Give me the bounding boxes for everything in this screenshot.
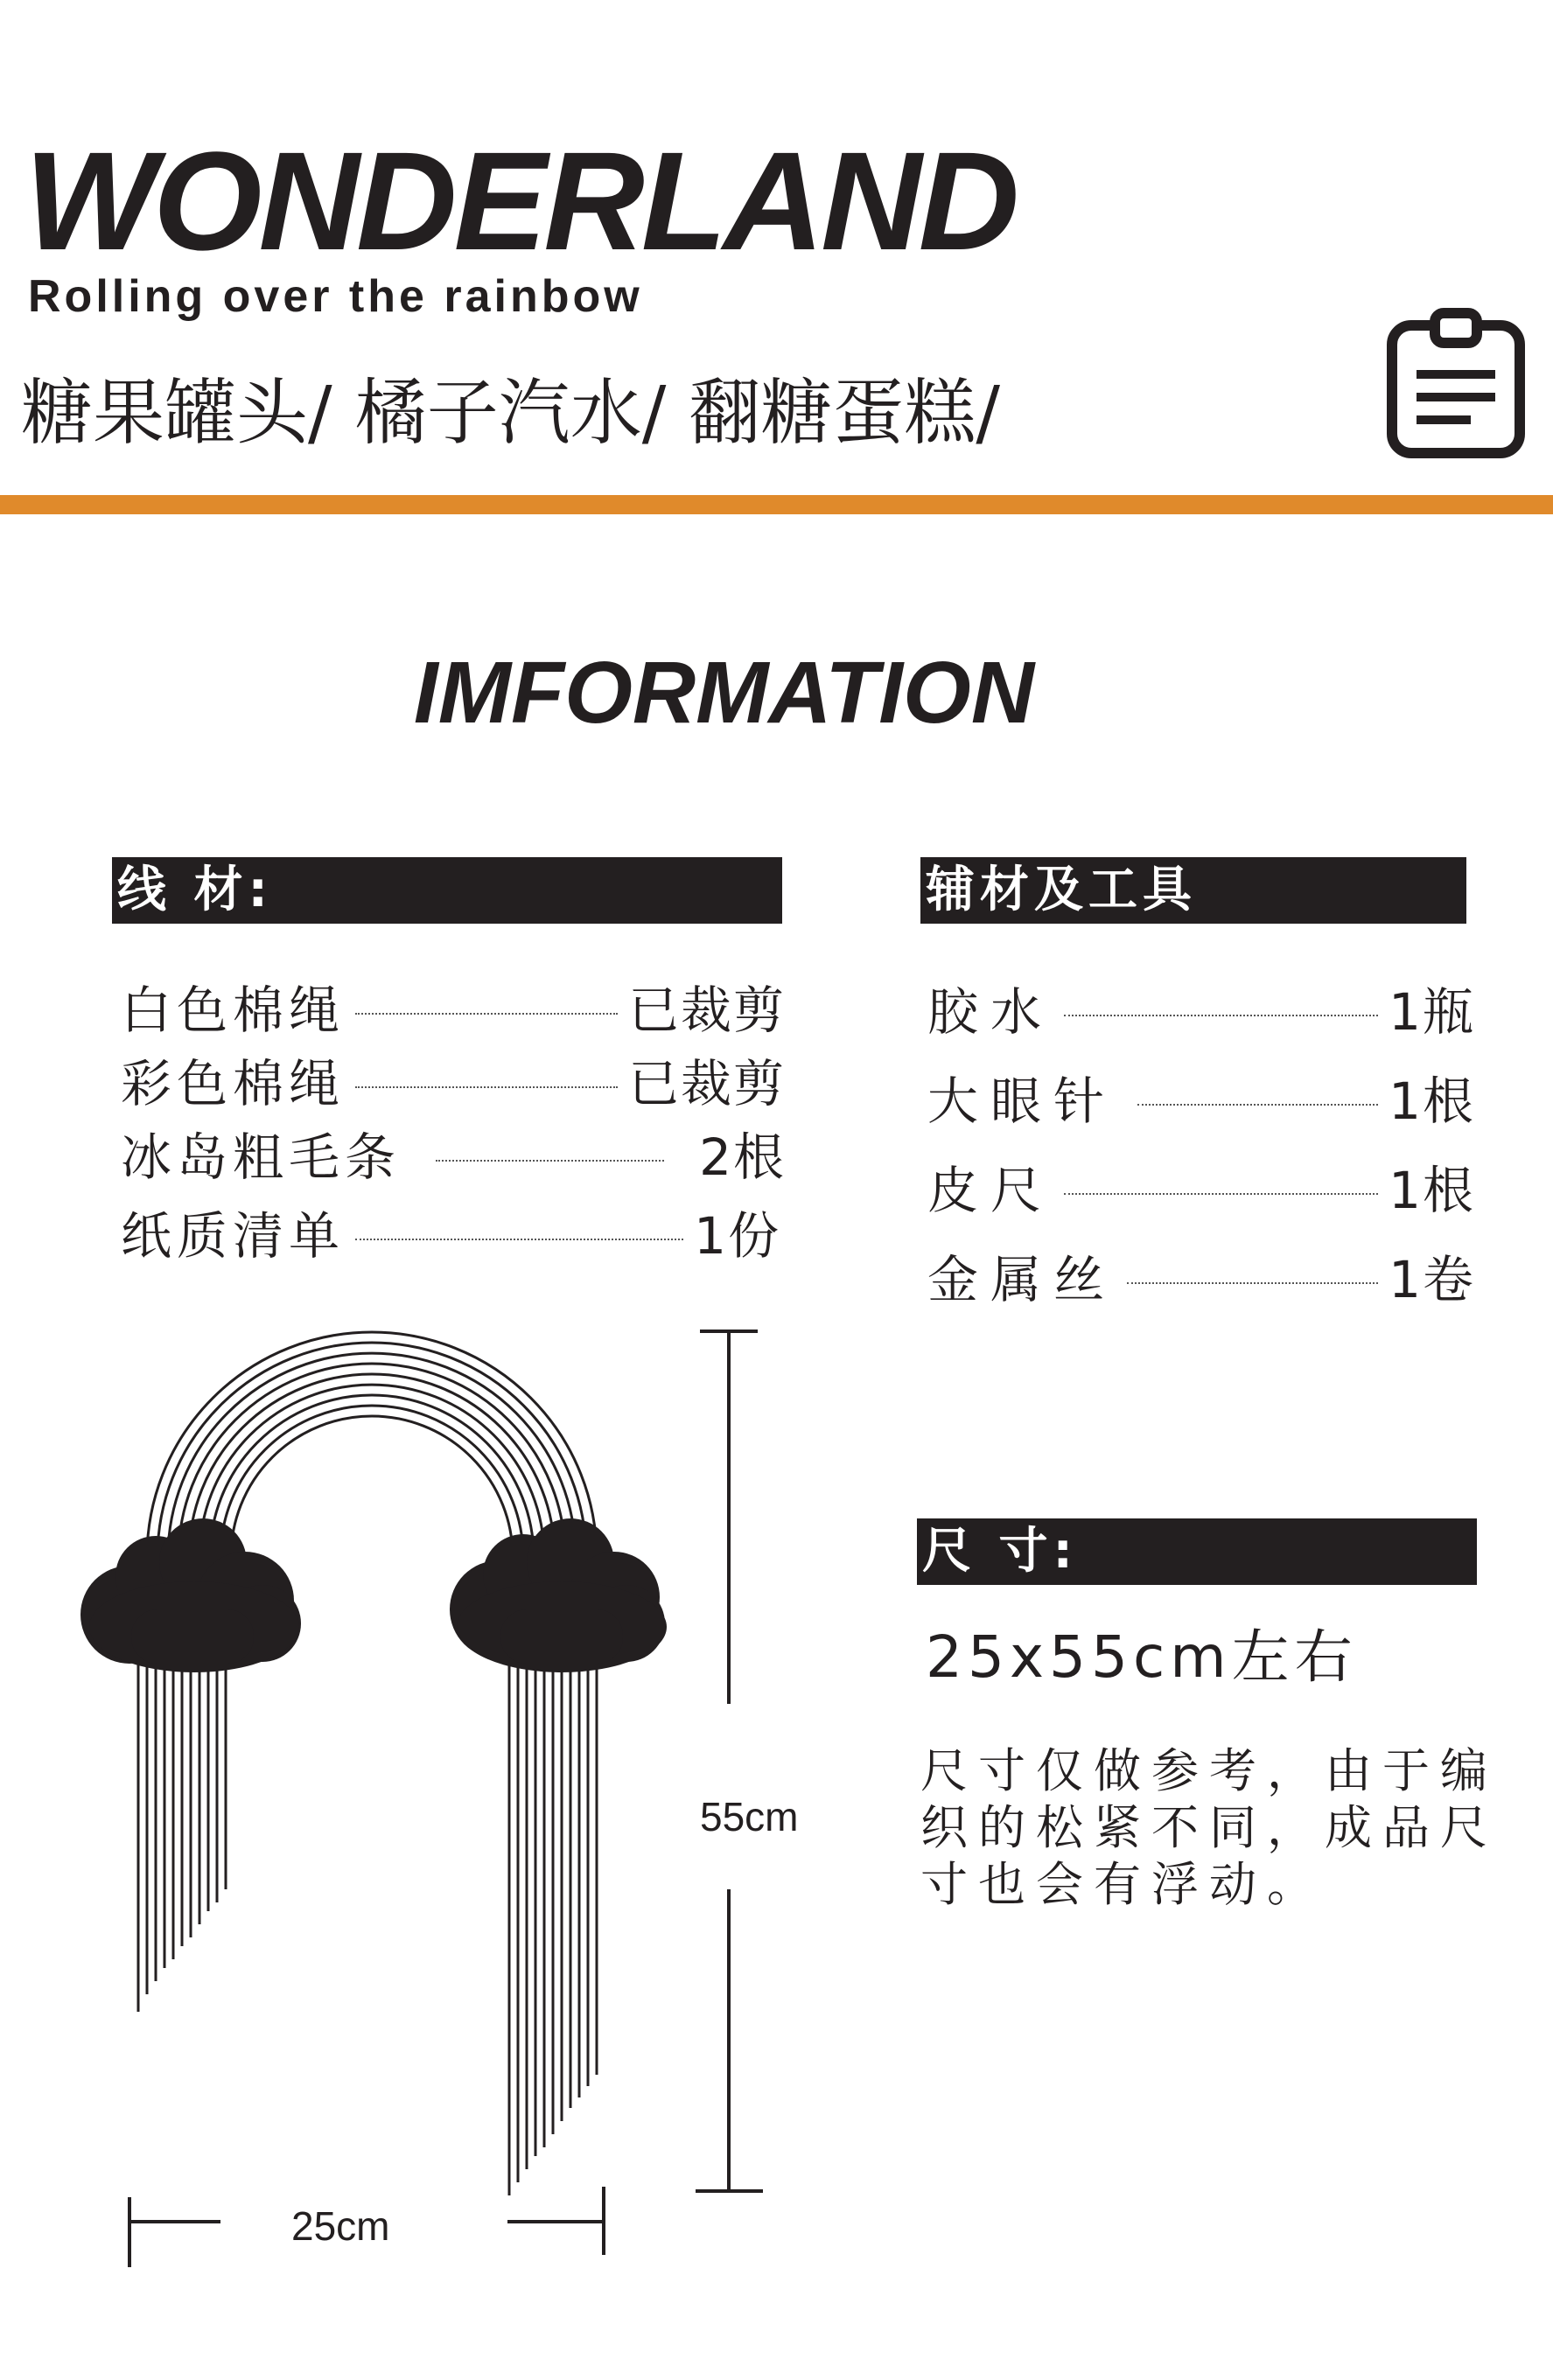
item-name: 彩色棉绳 [121,1054,346,1113]
right-cloud [450,1518,667,1672]
section-title: IMFORMATION [413,644,1035,742]
size-value: 25x55cm左右 [926,1623,1358,1691]
item-qty: 1瓶 [1389,982,1475,1042]
size-heading: 尺 寸: [917,1518,1477,1585]
item-name: 冰岛粗毛条 [121,1127,402,1187]
right-fringe [509,1644,597,2195]
materials-heading: 线 材: [112,857,782,924]
product-line: 糖果罐头/ 橘子汽水/ 翻糖蛋糕/ [21,372,1001,455]
item-qty: 1根 [1389,1161,1475,1220]
item-qty: 已裁剪 [627,981,786,1040]
item-name: 白色棉绳 [121,981,346,1040]
item-qty: 1根 [1389,1071,1475,1131]
item-name: 皮尺 [927,1161,1054,1220]
item-name: 大眼针 [927,1071,1117,1131]
item-qty: 已裁剪 [627,1054,786,1113]
item-name: 金属丝 [927,1250,1117,1309]
item-name: 纸质清单 [121,1206,346,1266]
item-name: 胶水 [927,982,1054,1042]
item-qty: 1份 [694,1206,780,1266]
item-qty: 2根 [699,1127,786,1187]
height-label: 55cm [700,1794,799,1839]
item-qty: 1卷 [1389,1250,1475,1309]
left-fringe [138,1644,226,2012]
left-cloud [80,1518,301,1672]
brand-title: WONDERLAND [24,122,1017,279]
size-note: 尺寸仅做参考，由于编织的松紧不同，成品尺寸也会有浮动。 [920,1743,1498,1912]
height-dimension [696,1331,763,2191]
brand-tagline: Rolling over the rainbow [28,271,643,322]
width-label: 25cm [291,2203,390,2249]
tools-heading: 辅材及工具 [920,857,1466,924]
